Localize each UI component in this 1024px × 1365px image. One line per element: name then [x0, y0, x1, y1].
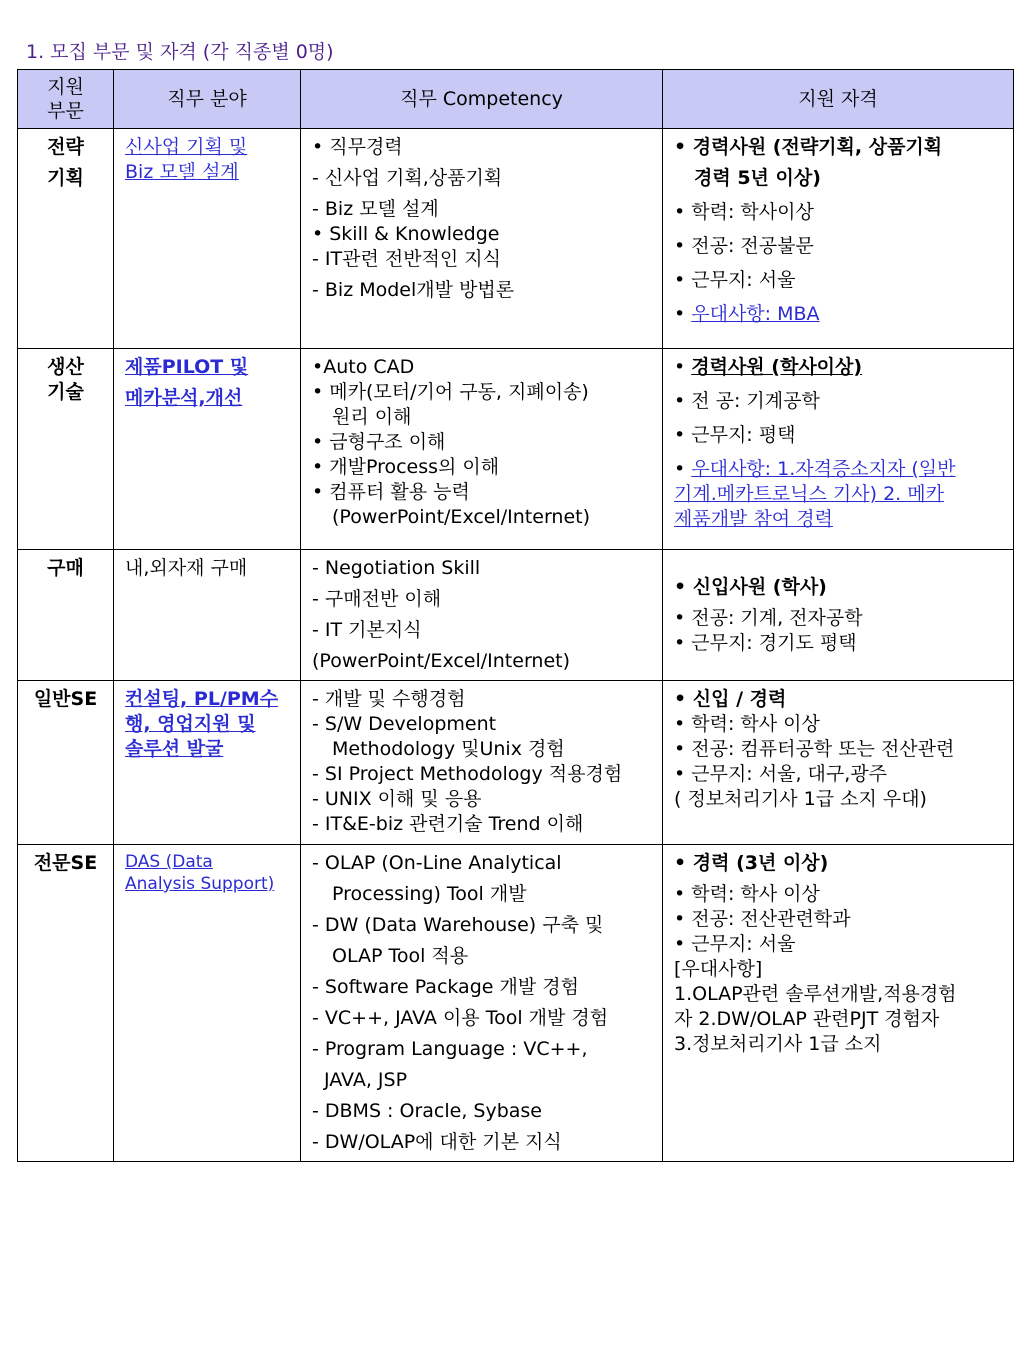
- table-row: [18, 129, 1014, 349]
- table-row: [18, 349, 1014, 550]
- header-qualification: 지원 자격: [663, 70, 1014, 129]
- competency-cell: •Auto CAD • 메카(모터/기어 구동, 지폐이송) 원리 이해 • 금형구조 이해 • 개발Process의 이해 • 컴퓨터 활용 능력 (PowerPoint/Excel/Internet): [301, 349, 663, 550]
- competency-cell: - 개발 및 수행경험 - S/W Development Methodology 및Unix 경험 - SI Project Methodology 적용경험 - UNIX 이해 및 응용 - IT&E-biz 관련기술 Trend 이해: [301, 681, 663, 845]
- table-row: [18, 681, 1014, 845]
- preference-link[interactable]: 우대사항: MBA: [691, 303, 820, 325]
- field-link[interactable]: 신사업 기획 및 Biz 모델 설계: [114, 129, 301, 349]
- qualification-cell: • 경력사원 (전략기획, 상품기획 경력 5년 이상) • 학력: 학사이상 • 전공: 전공불문 • 근무지: 서울 • 우대사항: MBA: [663, 129, 1014, 349]
- header-competency: 직무 Competency: [301, 70, 663, 129]
- preference-link[interactable]: 제품개발 참여 경력: [674, 508, 833, 530]
- dept-cell: 일반SE: [18, 681, 114, 845]
- preference-link[interactable]: 우대사항: 1.자격증소지자 (일반: [691, 458, 956, 480]
- qualification-cell: • 신입사원 (학사) • 전공: 기계, 전자공학 • 근무지: 경기도 평택: [663, 550, 1014, 681]
- field-link[interactable]: 제품PILOT 및 메카분석,개선: [114, 349, 301, 550]
- field-link[interactable]: DAS (Data Analysis Support): [114, 845, 301, 1162]
- table-row: [18, 550, 1014, 681]
- qualification-cell: • 경력 (3년 이상) • 학력: 학사 이상 • 전공: 전산관련학과 • 근무지: 서울 [우대사항] 1.OLAP관련 솔루션개발,적용경험 자 2.DW/OLAP 관련PJT 경험자 3.정보처리기사 1급 소지: [663, 845, 1014, 1162]
- header-dept: 지원 부문: [18, 70, 114, 129]
- table-row: [18, 845, 1014, 1162]
- field-cell: 내,외자재 구매: [114, 550, 301, 681]
- preference-link[interactable]: 기계.메카트로닉스 기사) 2. 메카: [674, 483, 944, 505]
- competency-cell: - OLAP (On-Line Analytical Processing) Tool 개발 - DW (Data Warehouse) 구축 및 OLAP Tool 적용 - Software Package 개발 경험 - VC++, JAVA 이용 Tool 개발 경험 - Program Language : VC++, JAVA, JSP - DBMS : Oracle, Sybase - DW/OLAP에 대한 기본 지식: [301, 845, 663, 1162]
- dept-cell: 전문SE: [18, 845, 114, 1162]
- competency-cell: - Negotiation Skill - 구매전반 이해 - IT 기본지식 (PowerPoint/Excel/Internet): [301, 550, 663, 681]
- table-header-row: [18, 70, 1014, 129]
- competency-cell: • 직무경력 - 신사업 기획,상품기획 - Biz 모델 설계 • Skill & Knowledge - IT관련 전반적인 지식 - Biz Model개발 방법론: [301, 129, 663, 349]
- dept-cell: 구매: [18, 550, 114, 681]
- page-heading: 1. 모집 부문 및 자격 (각 직종별 0명): [26, 41, 334, 63]
- header-field: 직무 분야: [114, 70, 301, 129]
- recruitment-table: [17, 69, 1014, 1162]
- dept-cell: 전략 기획: [18, 129, 114, 349]
- qualification-cell: • 경력사원 (학사이상) • 전 공: 기계공학 • 근무지: 평택 • 우대사항: 1.자격증소지자 (일반 기계.메카트로닉스 기사) 2. 메카 제품개발 참여 경력: [663, 349, 1014, 550]
- field-link[interactable]: 컨설팅, PL/PM수 행, 영업지원 및 솔루션 발굴: [114, 681, 301, 845]
- dept-cell: 생산 기술: [18, 349, 114, 550]
- qualification-cell: • 신입 / 경력 • 학력: 학사 이상 • 전공: 컴퓨터공학 또는 전산관련 • 근무지: 서울, 대구,광주 ( 정보처리기사 1급 소지 우대): [663, 681, 1014, 845]
